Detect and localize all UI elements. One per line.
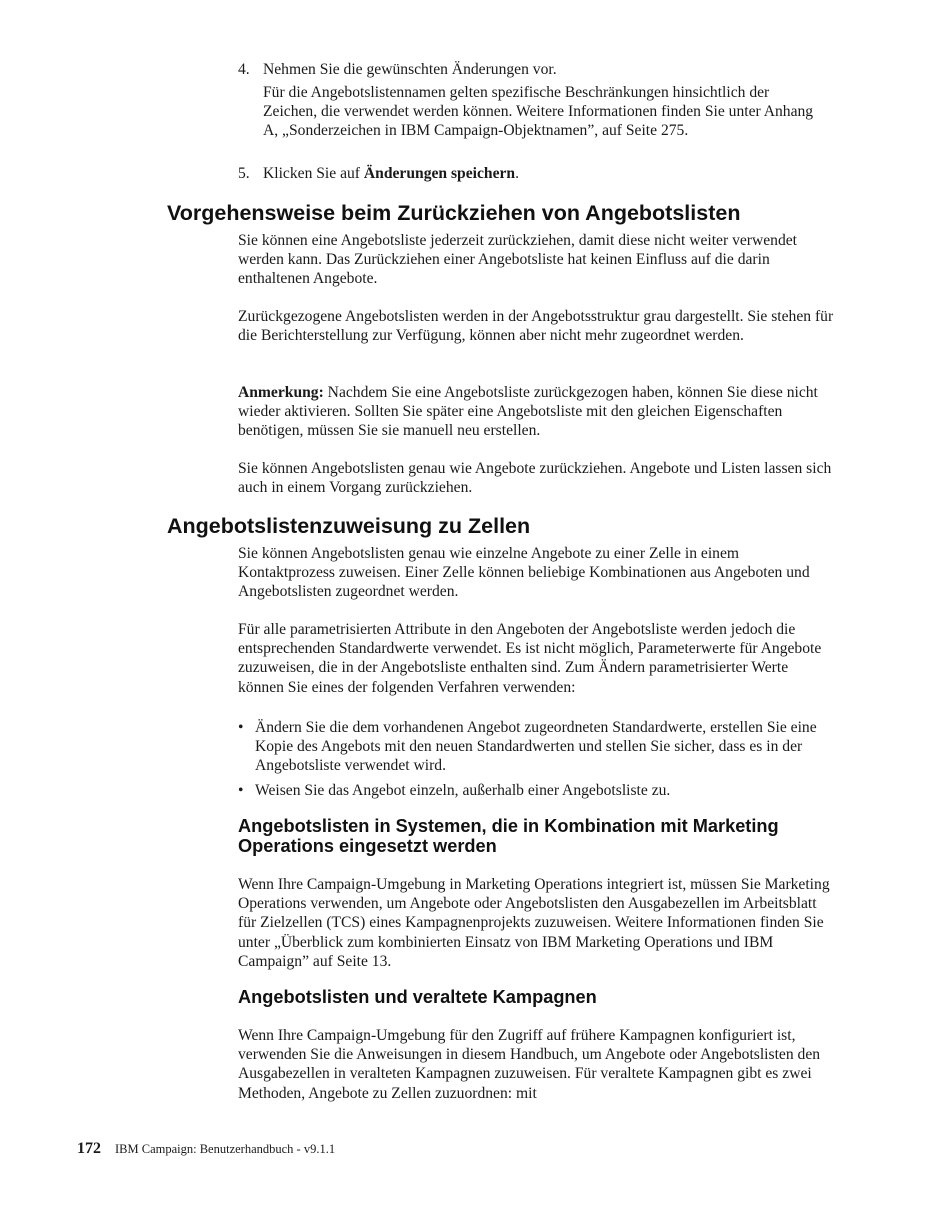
subsection2-paragraph: Wenn Ihre Campaign-Umgebung für den Zugriff auf frühere Kampagnen konfiguriert ist, verwenden Sie die Anweisungen in diesem Handbuch, um Angebote oder Angebotslisten den Ausgabezellen in veralteten Kampagnen zuzuweisen. Für veraltete Kampagnen gibt es zwei Methoden, Angebote zu Zellen zuzuordnen: mit [238, 1027, 821, 1102]
footer-title: IBM Campaign: Benutzerhandbuch - v9.1.1 [115, 1142, 336, 1156]
note-text: Nachdem Sie eine Angebotsliste zurückgezogen haben, können Sie diese nicht wieder aktivieren. Sollten Sie später eine Angebotsliste mit den gleichen Eigenschaften benötigen, müssen Sie sie manuell neu erstellen. [238, 384, 818, 440]
subsection-heading-legacy-campaigns: Angebotslisten und veraltete Kampagnen [238, 987, 597, 1007]
step-5-bold: Änderungen speichern [363, 165, 516, 182]
section-heading-assign-to-cells: Angebotslistenzuweisung zu Zellen [167, 514, 531, 538]
section2-paragraph-2: Für alle parametrisierten Attribute in den Angeboten der Angebotsliste werden jedoch die entsprechenden Standardwerte verwendet. Es ist nicht möglich, Parameterwerte für Angebote zuzuweisen, die in der Angebotsliste enthalten sind. Zum Ändern parametrisierter Werte können Sie eines der folgenden Verfahren verwenden: [238, 621, 822, 696]
step-4-number: 4. [238, 61, 250, 78]
step-5-prefix: Klicken Sie auf [263, 165, 364, 182]
subsection-heading-marketing-operations: Angebotslisten in Systemen, die in Kombination mit Marketing Operations eingesetzt werden [238, 816, 779, 856]
bullet-text: Weisen Sie das Angebot einzeln, außerhalb einer Angebotsliste zu. [255, 781, 671, 799]
step-5-text [263, 164, 843, 183]
step-4-text: Nehmen Sie die gewünschten Änderungen vor. [263, 61, 557, 78]
list-item [238, 718, 834, 776]
section1-paragraph-2: Zurückgezogene Angebotslisten werden in der Angebotsstruktur grau dargestellt. Sie stehen für die Berichterstellung zur Verfügung, können aber nicht mehr zugeordnet werden. [238, 308, 834, 345]
page-number: 172 [77, 1140, 101, 1157]
section2-paragraph-1: Sie können Angebotslisten genau wie einzelne Angebote zu einer Zelle in einem Kontaktprozess zuweisen. Einer Zelle können beliebige Kombinationen aus Angeboten und Angebotslisten zugeordnet werden. [238, 545, 810, 601]
page-footer [77, 1140, 335, 1158]
subsection1-paragraph: Wenn Ihre Campaign-Umgebung in Marketing Operations integriert ist, müssen Sie Marketing Operations verwenden, um Angebote oder Angebotslisten den Ausgabezellen im Arbeitsblatt für Zielzellen (TCS) eines Kampagnenprojekts zuzuweisen. Weitere Informationen finden Sie unter „Überblick zum kombinierten Einsatz von IBM Marketing Operations und IBM Campaign” auf Seite 13. [238, 876, 830, 970]
section-heading-retire-lists: Vorgehensweise beim Zurückziehen von Angebotslisten [167, 201, 741, 225]
step-5-number: 5. [238, 165, 250, 182]
step-5-suffix: . [515, 165, 519, 182]
step-4-note: Für die Angebotslistennamen gelten spezifische Beschränkungen hinsichtlich der Zeichen, die verwendet werden können. Weitere Informationen finden Sie unter Anhang A, „Sonderzeichen in IBM Campaign-Objektnamen”, auf Seite 275. [263, 84, 814, 140]
section1-paragraph-1: Sie können eine Angebotsliste jederzeit zurückziehen, damit diese nicht weiter verwendet werden kann. Das Zurückziehen einer Angebotsliste hat keinen Einfluss auf die darin enthaltenen Angebote. [238, 232, 798, 288]
section1-paragraph-3: Sie können Angebotslisten genau wie Angebote zurückziehen. Angebote und Listen lassen sich auch in einem Vorgang zurückziehen. [238, 460, 832, 497]
note-label: Anmerkung: [238, 384, 324, 401]
section2-bullet-list [238, 718, 834, 805]
bullet-icon: • [238, 781, 244, 799]
bullet-text: Ändern Sie die dem vorhandenen Angebot zugeordneten Standardwerte, erstellen Sie eine Kopie des Angebots mit den neuen Standardwerten und stellen Sie sicher, dass es in der Angebotsliste verwendet wird. [255, 719, 817, 775]
bullet-icon: • [238, 719, 244, 736]
list-item [238, 781, 834, 800]
section1-note [238, 383, 834, 441]
